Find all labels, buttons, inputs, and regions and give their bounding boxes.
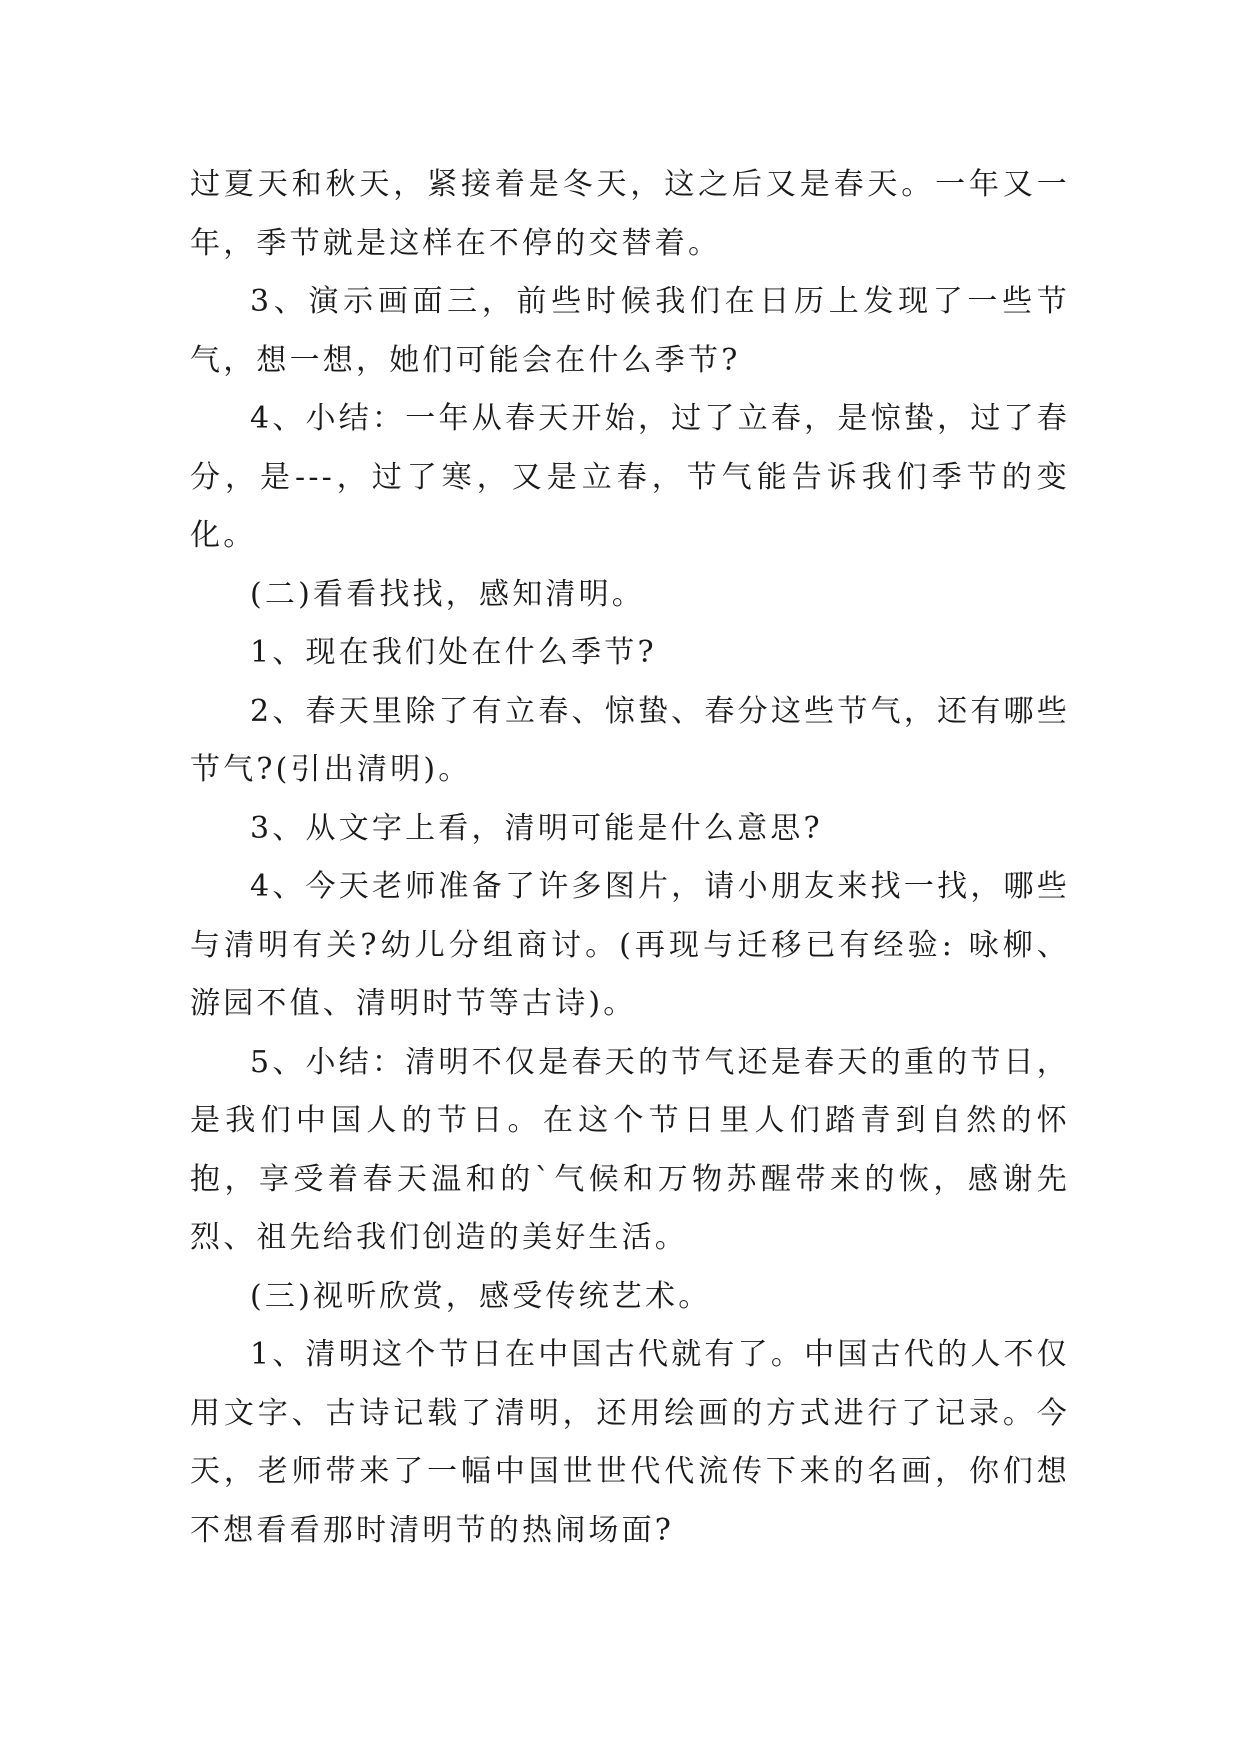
paragraph: 5、小结：清明不仅是春天的节气还是春天的重的节日，是我们中国人的节日。在这个节日里人们踏青到自然的怀抱，享受着春天温和的`气候和万物苏醒带来的恢，感谢先烈、祖先给我们创造的美好生活。: [190, 1044, 1070, 1255]
paragraph: 2、春天里除了有立春、惊蛰、春分这些节气，还有哪些节气?(引出清明)。: [190, 693, 1070, 787]
paragraph: 3、从文字上看，清明可能是什么意思?: [250, 810, 823, 846]
paragraph: 4、小结：一年从春天开始，过了立春，是惊蛰，过了春分，是---，过了寒，又是立春，节气能告诉我们季节的变化。: [190, 401, 1070, 553]
paragraph: 过夏天和秋天，紧接着是冬天，这之后又是春天。一年又一年，季节就是这样在不停的交替着。: [190, 167, 1070, 261]
paragraph: 1、清明这个节日在中国古代就有了。中国古代的人不仅用文字、古诗记载了清明，还用绘画的方式进行了记录。今天，老师带来了一幅中国世世代代流传下来的名画，你们想不想看看那时清明节的热闹场面?: [190, 1337, 1070, 1548]
paragraph: 3、演示画面三，前些时候我们在日历上发现了一些节气，想一想，她们可能会在什么季节?: [190, 284, 1070, 378]
section-heading: (三)视听欣赏，感受传统艺术。: [250, 1278, 712, 1314]
paragraph: 1、现在我们处在什么季节?: [250, 635, 657, 670]
paragraph: 4、今天老师准备了许多图片，请小朋友来找一找，哪些与清明有关?幼儿分组商讨。(再现与迁移已有经验: 咏柳、游园不值、清明时节等古诗)。: [190, 869, 1070, 1021]
section-heading: (二)看看找找，感知清明。: [250, 576, 646, 612]
document-body: [190, 156, 1070, 1560]
